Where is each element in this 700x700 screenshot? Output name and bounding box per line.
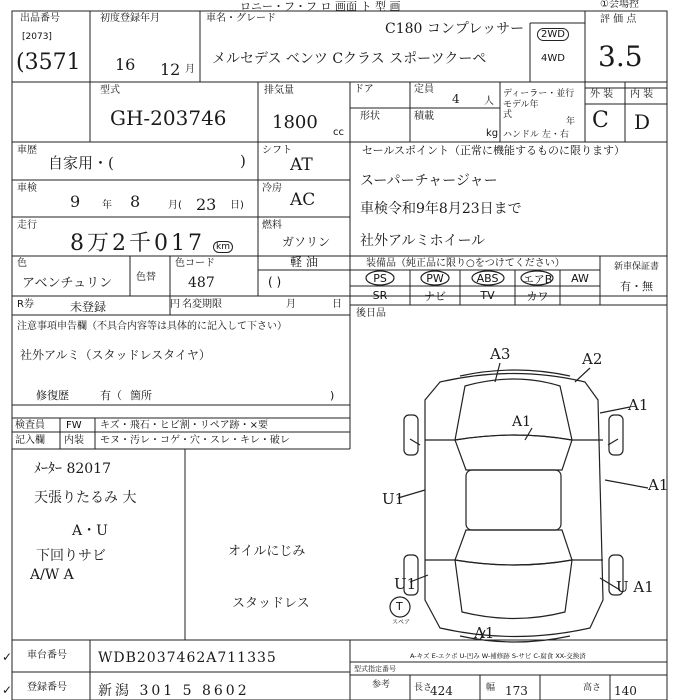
equip-airbag: エアB [522, 272, 553, 286]
spare-label: スペア [392, 619, 411, 626]
meter-day-unit: 日 [332, 299, 342, 310]
mileage-unit: km [213, 241, 233, 253]
displacement-value: 1800 [272, 112, 318, 133]
hw-headliner: 天張りたるみ 大 [34, 490, 137, 506]
lot-label: 出品番号 [20, 13, 60, 24]
entry-label: 記入欄 [15, 435, 45, 446]
inspector-label: 検査員 [15, 420, 45, 431]
hw-studless: スタッドレス [232, 596, 310, 611]
damage-legend: A-キズ E-エクボ U-凹み W-補修跡 S-サビ C-腐食 XX-交換済 [410, 652, 586, 660]
r-ken-value: 未登録 [70, 300, 107, 314]
registration-number: 新潟 301 5 8602 [98, 683, 250, 699]
lot-sub: [2073] [22, 32, 52, 42]
mileage-label: 走行 [17, 220, 37, 231]
shift-value: AT [290, 155, 313, 175]
chassis-number: WDB2037462A711335 [98, 650, 277, 666]
selling-points-label: セールスポイント（正常に機能するものに限ります） [362, 144, 626, 157]
fuel-paren: ( ) [268, 275, 282, 289]
length-value: 424 [430, 684, 453, 698]
later-items-label: 後日品 [356, 308, 386, 319]
inspection-month: 8 [130, 192, 141, 211]
mark-a2: A2 [582, 350, 603, 368]
lot-number: (3571 [16, 50, 81, 75]
first-reg-label: 初度登録年月 [100, 13, 160, 24]
check-mark-chassis: ✓ [2, 650, 13, 664]
usage-close: ) [240, 152, 246, 170]
height-value: 140 [614, 684, 637, 698]
repair-count: 箇所 [130, 389, 152, 402]
equip-leather: カワ [526, 289, 549, 303]
hw-underbody: 下回りサビ [36, 548, 106, 564]
inspection-year: 9 [70, 192, 81, 211]
ext-label: 外 装 [590, 89, 614, 100]
color-code: 487 [188, 275, 215, 291]
shift-label: シフト [262, 145, 292, 156]
mark-a1-front-right: A1 [628, 396, 649, 414]
meter-month-unit: 月 [286, 299, 296, 310]
model-label: 型式 [100, 85, 120, 96]
selling-point-2: 車検令和9年8月23日まで [360, 201, 522, 217]
load-label: 積載 [414, 111, 434, 122]
type-designation-label: 型式指定番号 [354, 665, 396, 673]
grade-value: C180 コンプレッサー [385, 21, 525, 37]
ac-label: 冷房 [262, 183, 282, 194]
ext-grade: C [592, 108, 609, 133]
usage-label: 車歴 [17, 145, 37, 156]
selling-point-1: スーパーチャージャー [360, 173, 498, 189]
fw-label: FW [66, 420, 82, 431]
mark-a1-right-side: A1 [648, 476, 669, 494]
mark-a1-hood: A1 [512, 414, 532, 430]
hw-au: A・U [72, 523, 108, 539]
car-name-value: メルセデス ベンツ Cクラス スポーツクーペ [212, 51, 487, 67]
color-code-label: 色コード [175, 258, 215, 269]
meter-label: 名変期限 [182, 299, 222, 310]
color-value: アベンチュリン [22, 276, 113, 291]
color-label: 色 [17, 258, 27, 269]
repair-label: 修復歴 [36, 389, 69, 402]
drive-2wd: 2WD [537, 28, 569, 41]
equip-abs: ABS [476, 272, 499, 285]
hw-aw: A/W A [30, 567, 74, 583]
int-label: 内 装 [630, 89, 654, 100]
selling-point-3: 社外アルミホイール [360, 233, 486, 249]
ac-value: AC [290, 190, 316, 210]
capacity-unit: 人 [484, 96, 494, 107]
repair-value: 有（ [100, 389, 122, 402]
top-banner: ロニー・フ・フ ロ 画面 ト 型 画 [240, 0, 401, 13]
door-label: ドア [354, 84, 374, 95]
registration-label: 登録番号 [27, 682, 67, 693]
capacity-value: 4 [452, 92, 460, 106]
fuel-diesel: 軽 油 [290, 255, 318, 269]
office-copy-label: ①会場控 [600, 0, 639, 10]
mark-u1-left: U1 [382, 490, 405, 508]
mileage-value: 8万2千017 [70, 231, 205, 256]
model-year-label: モデル年式 [503, 100, 539, 120]
rating-value: 3.5 [598, 40, 643, 73]
first-reg-year: 16 [115, 55, 136, 74]
inspection-month-unit: 月( [168, 200, 182, 211]
mark-u1-rear-left: U1 [394, 575, 417, 593]
chassis-label: 車台番号 [27, 650, 67, 661]
interior-label: 内装 [64, 435, 84, 446]
ext-damage-types: キズ・飛石・ヒビ割・リペア跡・×要 [100, 420, 268, 431]
inspection-year-unit: 年 [102, 200, 112, 211]
r-ken-circle: 円 [170, 299, 180, 310]
capacity-label: 定員 [414, 84, 434, 95]
displacement-label: 排気量 [264, 85, 294, 96]
first-reg-month-unit: 月 [185, 64, 195, 75]
length-label: 長さ [414, 683, 433, 693]
dealer-label: ディーラー・並行 [503, 89, 575, 99]
equip-pw: PW [426, 272, 444, 285]
inspection-label: 車検 [17, 183, 37, 194]
lot-number-value: 3571 [24, 50, 81, 75]
car-name-label: 車名・グレード [206, 13, 276, 24]
width-label: 幅 [486, 683, 496, 693]
handle-label: ハンドル 左・右 [503, 130, 569, 140]
inspection-day: 23 [196, 195, 217, 214]
first-reg-month: 12 [160, 60, 181, 79]
hw-oil: オイルにじみ [228, 544, 306, 559]
inspection-day-unit: 日) [230, 200, 244, 211]
rating-label: 評 価 点 [600, 14, 637, 25]
drive-4wd: 4WD [541, 53, 565, 64]
spare-tire-mark: T [396, 600, 403, 613]
color-change-label: 色替 [136, 272, 156, 283]
mark-ua1-rear-right: U A1 [616, 578, 654, 596]
equip-navi: ナビ [424, 289, 446, 303]
repair-close: ) [330, 389, 335, 402]
new-car-warranty-value: 有・無 [620, 280, 653, 293]
mark-a1-rear: A1 [474, 624, 495, 642]
hw-meter: ﾒｰﾀｰ 82017 [34, 461, 111, 477]
shape-label: 形状 [360, 111, 380, 122]
fuel-gas: ガソリン [282, 235, 331, 249]
equip-sr: SR [372, 289, 388, 302]
notes-value: 社外アルミ（スタッドレスタイヤ） [20, 348, 211, 362]
height-label: 高さ [583, 683, 602, 693]
equip-ps: PS [373, 272, 387, 285]
mark-a3: A3 [490, 345, 511, 363]
equip-aw: AW [571, 272, 589, 285]
r-ken-label: R券 [17, 299, 34, 310]
usage-value: 自家用・( [48, 154, 114, 172]
model-value: GH-203746 [110, 106, 227, 130]
reference-label: 参考 [372, 680, 391, 690]
fuel-label: 燃料 [262, 220, 282, 231]
load-unit: kg [486, 128, 499, 139]
equip-tv: TV [480, 289, 495, 302]
displacement-unit: cc [333, 127, 344, 138]
new-car-warranty-label: 新車保証書 [614, 262, 660, 272]
int-grade: D [634, 110, 651, 134]
notes-label: 注意事項申告欄（不具合内容等は具体的に記入して下さい） [17, 321, 287, 332]
check-mark-reg: ✓ [2, 683, 13, 697]
model-year-unit: 年 [566, 117, 576, 127]
int-damage-types: モヌ・汚レ・コゲ・穴・スレ・キレ・破レ [100, 435, 290, 446]
equipment-label: 装備品（純正品に限り○をつけてください） [366, 258, 565, 269]
width-value: 173 [505, 684, 528, 698]
